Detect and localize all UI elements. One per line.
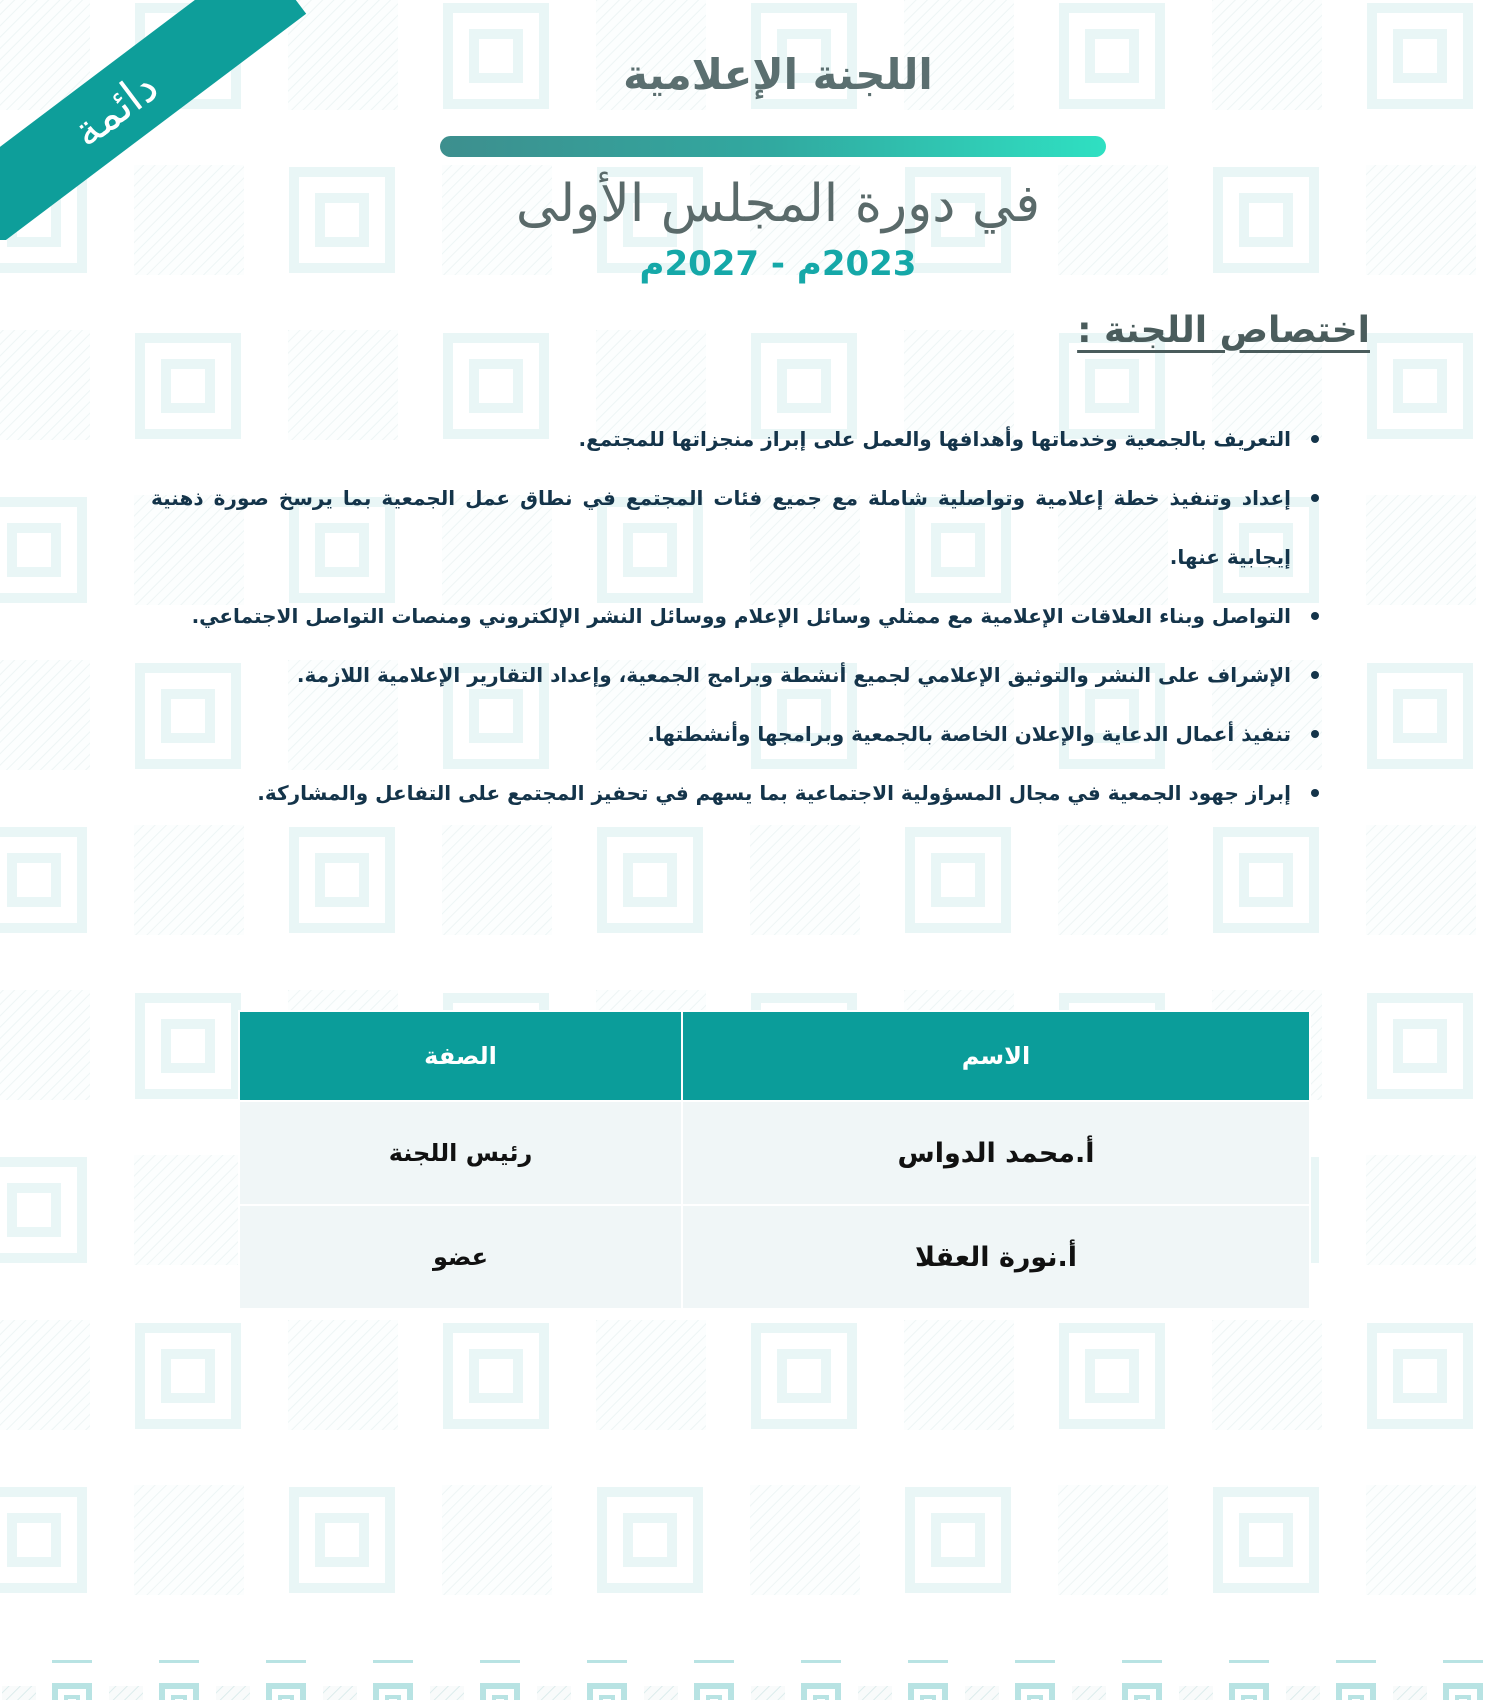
page-subtitle: في دورة المجلس الأولى	[515, 174, 1041, 234]
member-name: أ.نورة العقلا	[682, 1205, 1310, 1309]
duty-item: التواصل وبناء العلاقات الإعلامية مع ممثلي وسائل الإعلام ووسائل النشر الإلكتروني ومنصات التواصل الاجتماعي.	[151, 587, 1291, 646]
duty-item: التعريف بالجمعية وخدماتها وأهدافها والعمل على إبراز منجزاتها للمجتمع.	[151, 410, 1291, 469]
table-header-row	[239, 1011, 1310, 1101]
title-divider	[440, 136, 1106, 157]
status-ribbon-label: دائمة	[62, 60, 168, 158]
duty-item: الإشراف على النشر والتوثيق الإعلامي لجميع أنشطة وبرامج الجمعية، وإعداد التقارير الإعلامية اللازمة.	[151, 646, 1291, 705]
section-heading: اختصاص اللجنة :	[1077, 310, 1370, 351]
table-row	[239, 1101, 1310, 1205]
member-role: عضو	[239, 1205, 682, 1309]
duty-item: إبراز جهود الجمعية في مجال المسؤولية الاجتماعية بما يسهم في تحفيز المجتمع على التفاعل والمشاركة.	[151, 764, 1291, 823]
members-table	[238, 1010, 1311, 1310]
table-row	[239, 1205, 1310, 1309]
duty-item: إعداد وتنفيذ خطة إعلامية وتواصلية شاملة مع جميع فئات المجتمع في نطاق عمل الجمعية بما يرسخ صورة ذهنية إيجابية عنها.	[151, 469, 1291, 587]
column-header-role: الصفة	[239, 1011, 682, 1101]
duty-item: تنفيذ أعمال الدعاية والإعلان الخاصة بالجمعية وبرامجها وأنشطتها.	[151, 705, 1291, 764]
duties-list	[151, 410, 1325, 823]
member-role: رئيس اللجنة	[239, 1101, 682, 1205]
page-title: اللجنة الإعلامية	[623, 50, 933, 99]
member-name: أ.محمد الدواس	[682, 1101, 1310, 1205]
term-years: 2023م - 2027م	[639, 244, 917, 284]
column-header-name: الاسم	[682, 1011, 1310, 1101]
